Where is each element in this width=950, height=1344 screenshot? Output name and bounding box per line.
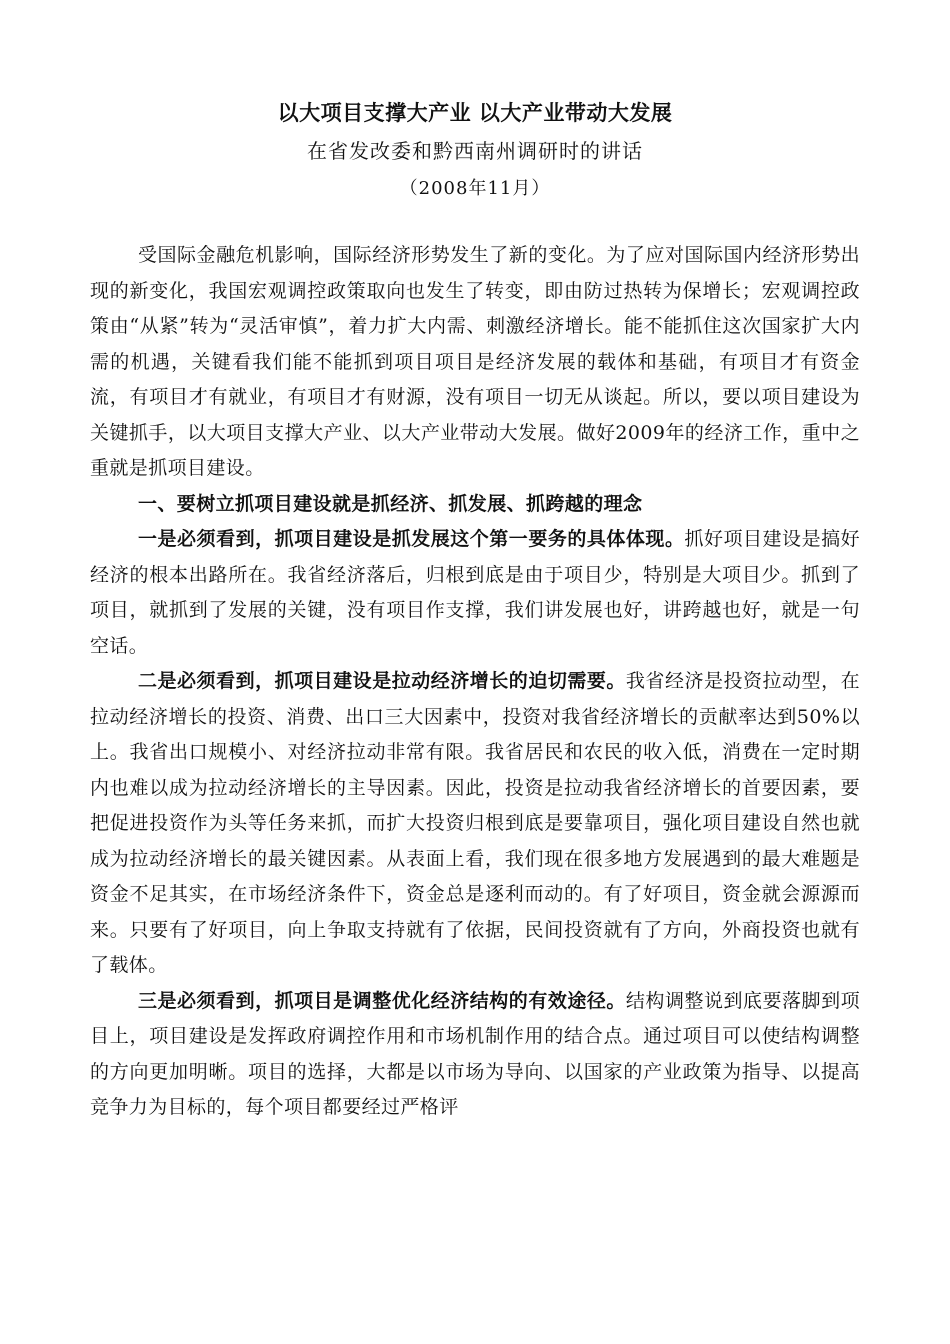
document-subtitle: 在省发改委和黔西南州调研时的讲话 (307, 139, 643, 163)
document-date: （2008年11月） (399, 178, 551, 199)
paragraph-point-3 (90, 984, 860, 1126)
section-heading: 一、要树立抓项目建设就是抓经济、抓发展、抓跨越的理念 (138, 492, 643, 515)
paragraph-lead: 二是必须看到，抓项目建设是拉动经济增长的迫切需要。 (138, 670, 626, 692)
paragraph-lead: 一是必须看到，抓项目建设是抓发展这个第一要务的具体体现。 (138, 528, 685, 550)
paragraph-point-2 (90, 664, 860, 984)
document-title: 以大项目支撑大产业 以大产业带动大发展 (277, 100, 673, 125)
paragraph-point-1 (90, 522, 860, 664)
paragraph-intro: 受国际金融危机影响，国际经济形势发生了新的变化。为了应对国际国内经济形势出现的新变化，我国宏观调控政策取向也发生了转变，即由防过热转为保增长；宏观调控政策由“从紧”转为“灵活审慎”，着力扩大内需、刺激经济增长。能不能抓住这次国家扩大内需的机遇，关键看我们能不能抓到项目项目是经济发展的载体和基础，有项目才有资金流，有项目才有就业，有项目才有财源，没有项目一切无从谈起。所以，要以项目建设为关键抓手，以大项目支撑大产业、以大产业带动大发展。做好2009年的经济工作，重中之重就是抓项目建设。 (90, 244, 860, 479)
paragraph-text: 我省经济是投资拉动型，在拉动经济增长的投资、消费、出口三大因素中，投资对我省经济增长的贡献率达到50%以上。我省出口规模小、对经济拉动非常有限。我省居民和农民的收入低，消费在一定时期内也难以成为拉动经济增长的主导因素。因此，投资是拉动我省经济增长的首要因素，要把促进投资作为头等任务来抓，而扩大投资归根到底是要靠项目，强化项目建设自然也就成为拉动经济增长的最关键因素。从表面上看，我们现在很多地方发展遇到的最大难题是资金不足其实，在市场经济条件下，资金总是逐利而动的。有了好项目，资金就会源源而来。只要有了好项目，向上争取支持就有了依据，民间投资就有了方向，外商投资也就有了载体。 (90, 670, 860, 976)
paragraph-lead: 三是必须看到，抓项目是调整优化经济结构的有效途径。 (138, 989, 626, 1012)
paragraph-text: 结构调整说到底要落脚到项目上，项目建设是发挥政府调控作用和市场机制作用的结合点。通过项目可以使结构调整的方向更加明晰。项目的选择，大都是以市场为导向、以国家的产业政策为指导、以提高竞争力为目标的，每个项目都要经过严格评 (90, 989, 860, 1118)
paragraph-text: 抓好项目建设是搞好经济的根本出路所在。我省经济落后，归根到底是由于项目少，特别是大项目少。抓到了项目，就抓到了发展的关键，没有项目作支撑，我们讲发展也好，讲跨越也好，就是一句空话。 (90, 528, 860, 657)
document-body (90, 238, 860, 1126)
